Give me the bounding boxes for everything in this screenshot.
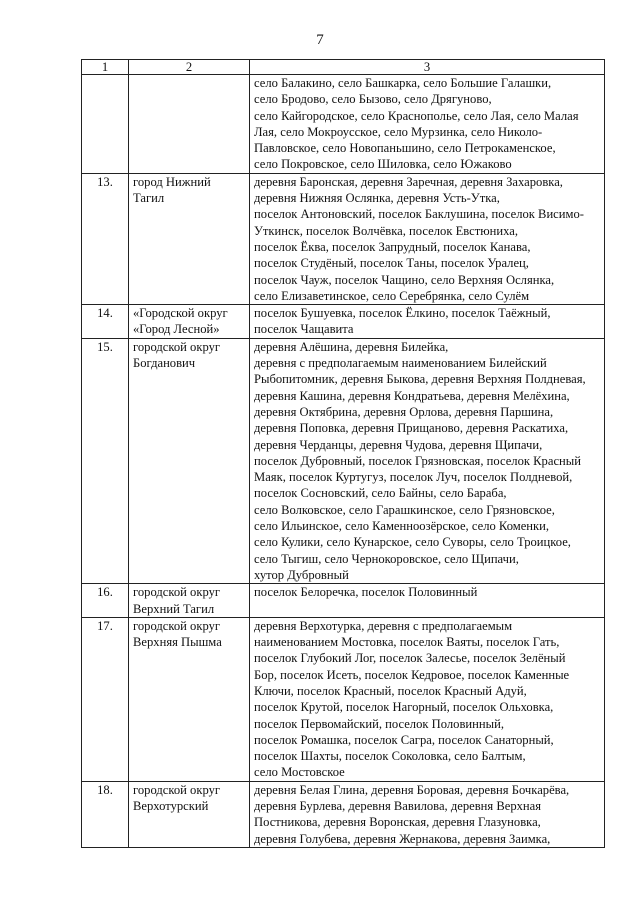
table-row xyxy=(82,584,605,618)
settlements-line: село Волковское, село Гарашкинское, село Грязновское, xyxy=(254,502,555,517)
table-row xyxy=(82,173,605,304)
table-row xyxy=(82,617,605,781)
table-body xyxy=(82,75,605,848)
settlements-line: село Покровское, село Шиловка, село Южаково xyxy=(254,157,512,172)
row-number: 15. xyxy=(82,338,129,583)
settlements-line: село Мостовское xyxy=(254,765,345,780)
settlements-line: деревня Голубева, деревня Жернакова, деревня Заимка, xyxy=(254,831,551,846)
municipality-line: Верхотурский xyxy=(133,799,209,814)
settlements-line: деревня Кашина, деревня Кондратьева, деревня Мелёхина, xyxy=(254,388,570,403)
municipality-line: Верхний Тагил xyxy=(133,601,215,616)
table-header-row xyxy=(82,60,605,75)
settlements-line: деревня с предполагаемым наименованием Билейский xyxy=(254,356,547,371)
settlements-line: деревня Верхотурка, деревня с предполагаемым xyxy=(254,618,513,633)
row-number: 14. xyxy=(82,305,129,339)
settlements-line: Бор, поселок Исеть, поселок Кедровое, поселок Каменные xyxy=(254,667,570,682)
settlements-line: село Кайгородское, село Краснополье, село Лая, село Малая xyxy=(254,108,579,123)
settlements-cell xyxy=(250,338,605,583)
municipality-cell xyxy=(129,781,250,847)
settlements-line: село Ильинское, село Каменноозёрское, село Коменки, xyxy=(254,519,550,534)
row-number: 18. xyxy=(82,781,129,847)
settlements-line: поселок Студёный, поселок Таны, поселок Уралец, xyxy=(254,256,529,271)
municipality-line: Богданович xyxy=(133,356,196,371)
municipality-line: «Город Лесной» xyxy=(133,322,220,337)
settlements-line: Рыбопитомник, деревня Быкова, деревня Верхняя Полдневая, xyxy=(254,372,586,387)
settlements-line: поселок Шахты, поселок Соколовка, село Балтым, xyxy=(254,749,526,764)
settlements-line: поселок Ёква, поселок Запрудный, поселок Канава, xyxy=(254,239,531,254)
settlements-line: деревня Белая Глина, деревня Боровая, деревня Бочкарёва, xyxy=(254,782,570,797)
settlements-line: поселок Антоновский, поселок Баклушина, поселок Висимо- xyxy=(254,207,584,222)
page-number: 7 xyxy=(316,32,324,48)
settlements-line: поселок Ромашка, поселок Сагра, поселок Санаторный, xyxy=(254,732,554,747)
table-row xyxy=(82,338,605,583)
column-header: 1 xyxy=(82,60,129,75)
municipality-cell xyxy=(129,305,250,339)
settlements-line: поселок Чащавита xyxy=(254,322,354,337)
settlements-line: поселок Глубокий Лог, поселок Залесье, поселок Зелёный xyxy=(254,651,566,666)
settlements-line: поселок Белоречка, поселок Половинный xyxy=(254,585,478,600)
municipality-cell xyxy=(129,584,250,618)
settlements-line: село Балакино, село Башкарка, село Большие Галашки, xyxy=(254,76,552,90)
settlements-line: поселок Дубровный, поселок Грязновская, поселок Красный xyxy=(254,453,581,468)
settlements-line: деревня Баронская, деревня Заречная, деревня Захаровка, xyxy=(254,174,563,189)
settlements-line: деревня Бурлева, деревня Вавилова, деревня Верхная xyxy=(254,799,542,814)
column-header: 2 xyxy=(129,60,250,75)
settlements-line: Постникова, деревня Воронская, деревня Глазуновка, xyxy=(254,815,541,830)
settlements-line: деревня Поповка, деревня Прищаново, деревня Раскатиха, xyxy=(254,421,569,436)
settlements-cell xyxy=(250,781,605,847)
table-row xyxy=(82,781,605,847)
municipality-line: город Нижний xyxy=(133,174,211,189)
municipality-line: городской округ xyxy=(133,339,221,354)
table-row xyxy=(82,75,605,174)
settlements-line: поселок Бушуевка, поселок Ёлкино, поселок Таёжный, xyxy=(254,306,551,321)
settlements-cell xyxy=(250,75,605,174)
settlements-line: поселок Первомайский, поселок Половинный, xyxy=(254,716,504,731)
settlements-cell xyxy=(250,305,605,339)
settlements-line: Маяк, поселок Куртугуз, поселок Луч, поселок Полдневой, xyxy=(254,470,573,485)
municipality-line: городской округ xyxy=(133,585,221,600)
settlements-line: деревня Черданцы, деревня Чудова, деревня Щипачи, xyxy=(254,437,543,452)
municipality-cell xyxy=(129,75,250,174)
settlements-line: поселок Чауж, поселок Чащино, село Верхняя Ослянка, xyxy=(254,272,555,287)
settlements-line: Уткинск, поселок Волчёвка, поселок Евстюниха, xyxy=(254,223,519,238)
settlements-line: хутор Дубровный xyxy=(254,567,349,582)
row-number: 16. xyxy=(82,584,129,618)
column-header: 3 xyxy=(250,60,605,75)
municipality-line: «Городской округ xyxy=(133,306,228,321)
settlements-cell xyxy=(250,617,605,781)
settlements-line: поселок Сосновский, село Байны, село Бараба, xyxy=(254,486,507,501)
settlements-line: деревня Алёшина, деревня Билейка, xyxy=(254,339,449,354)
municipality-cell xyxy=(129,173,250,304)
municipality-line: городской округ xyxy=(133,782,221,797)
municipality-line: городской округ xyxy=(133,618,221,633)
settlements-cell xyxy=(250,173,605,304)
row-number: 13. xyxy=(82,173,129,304)
settlements-line: Ключи, поселок Красный, поселок Красный Адуй, xyxy=(254,683,527,698)
row-number xyxy=(82,75,129,174)
settlements-line: Лая, село Мокроусское, село Мурзинка, село Николо- xyxy=(254,124,543,139)
settlements-line: наименованием Мостовка, поселок Ваяты, поселок Гать, xyxy=(254,635,560,650)
settlements-line: село Елизаветинское, село Серебрянка, село Сулём xyxy=(254,288,530,303)
settlements-line: село Кулики, село Кунарское, село Суворы, село Троицкое, xyxy=(254,535,571,550)
settlements-table xyxy=(81,59,605,848)
settlements-cell xyxy=(250,584,605,618)
settlements-line: село Бродово, село Бызово, село Дрягуново, xyxy=(254,92,492,107)
settlements-line: Павловское, село Новопаньшино, село Петрокаменское, xyxy=(254,141,556,156)
table-row xyxy=(82,305,605,339)
municipality-cell xyxy=(129,338,250,583)
settlements-line: поселок Крутой, поселок Нагорный, поселок Ольховка, xyxy=(254,700,554,715)
municipality-cell xyxy=(129,617,250,781)
row-number: 17. xyxy=(82,617,129,781)
settlements-line: деревня Октябрина, деревня Орлова, деревня Паршина, xyxy=(254,404,554,419)
municipality-line: Верхняя Пышма xyxy=(133,635,222,650)
municipality-line: Тагил xyxy=(133,191,165,206)
settlements-line: село Тыгиш, село Чернокоровское, село Щипачи, xyxy=(254,551,519,566)
settlements-line: деревня Нижняя Ослянка, деревня Усть-Утка, xyxy=(254,191,500,206)
